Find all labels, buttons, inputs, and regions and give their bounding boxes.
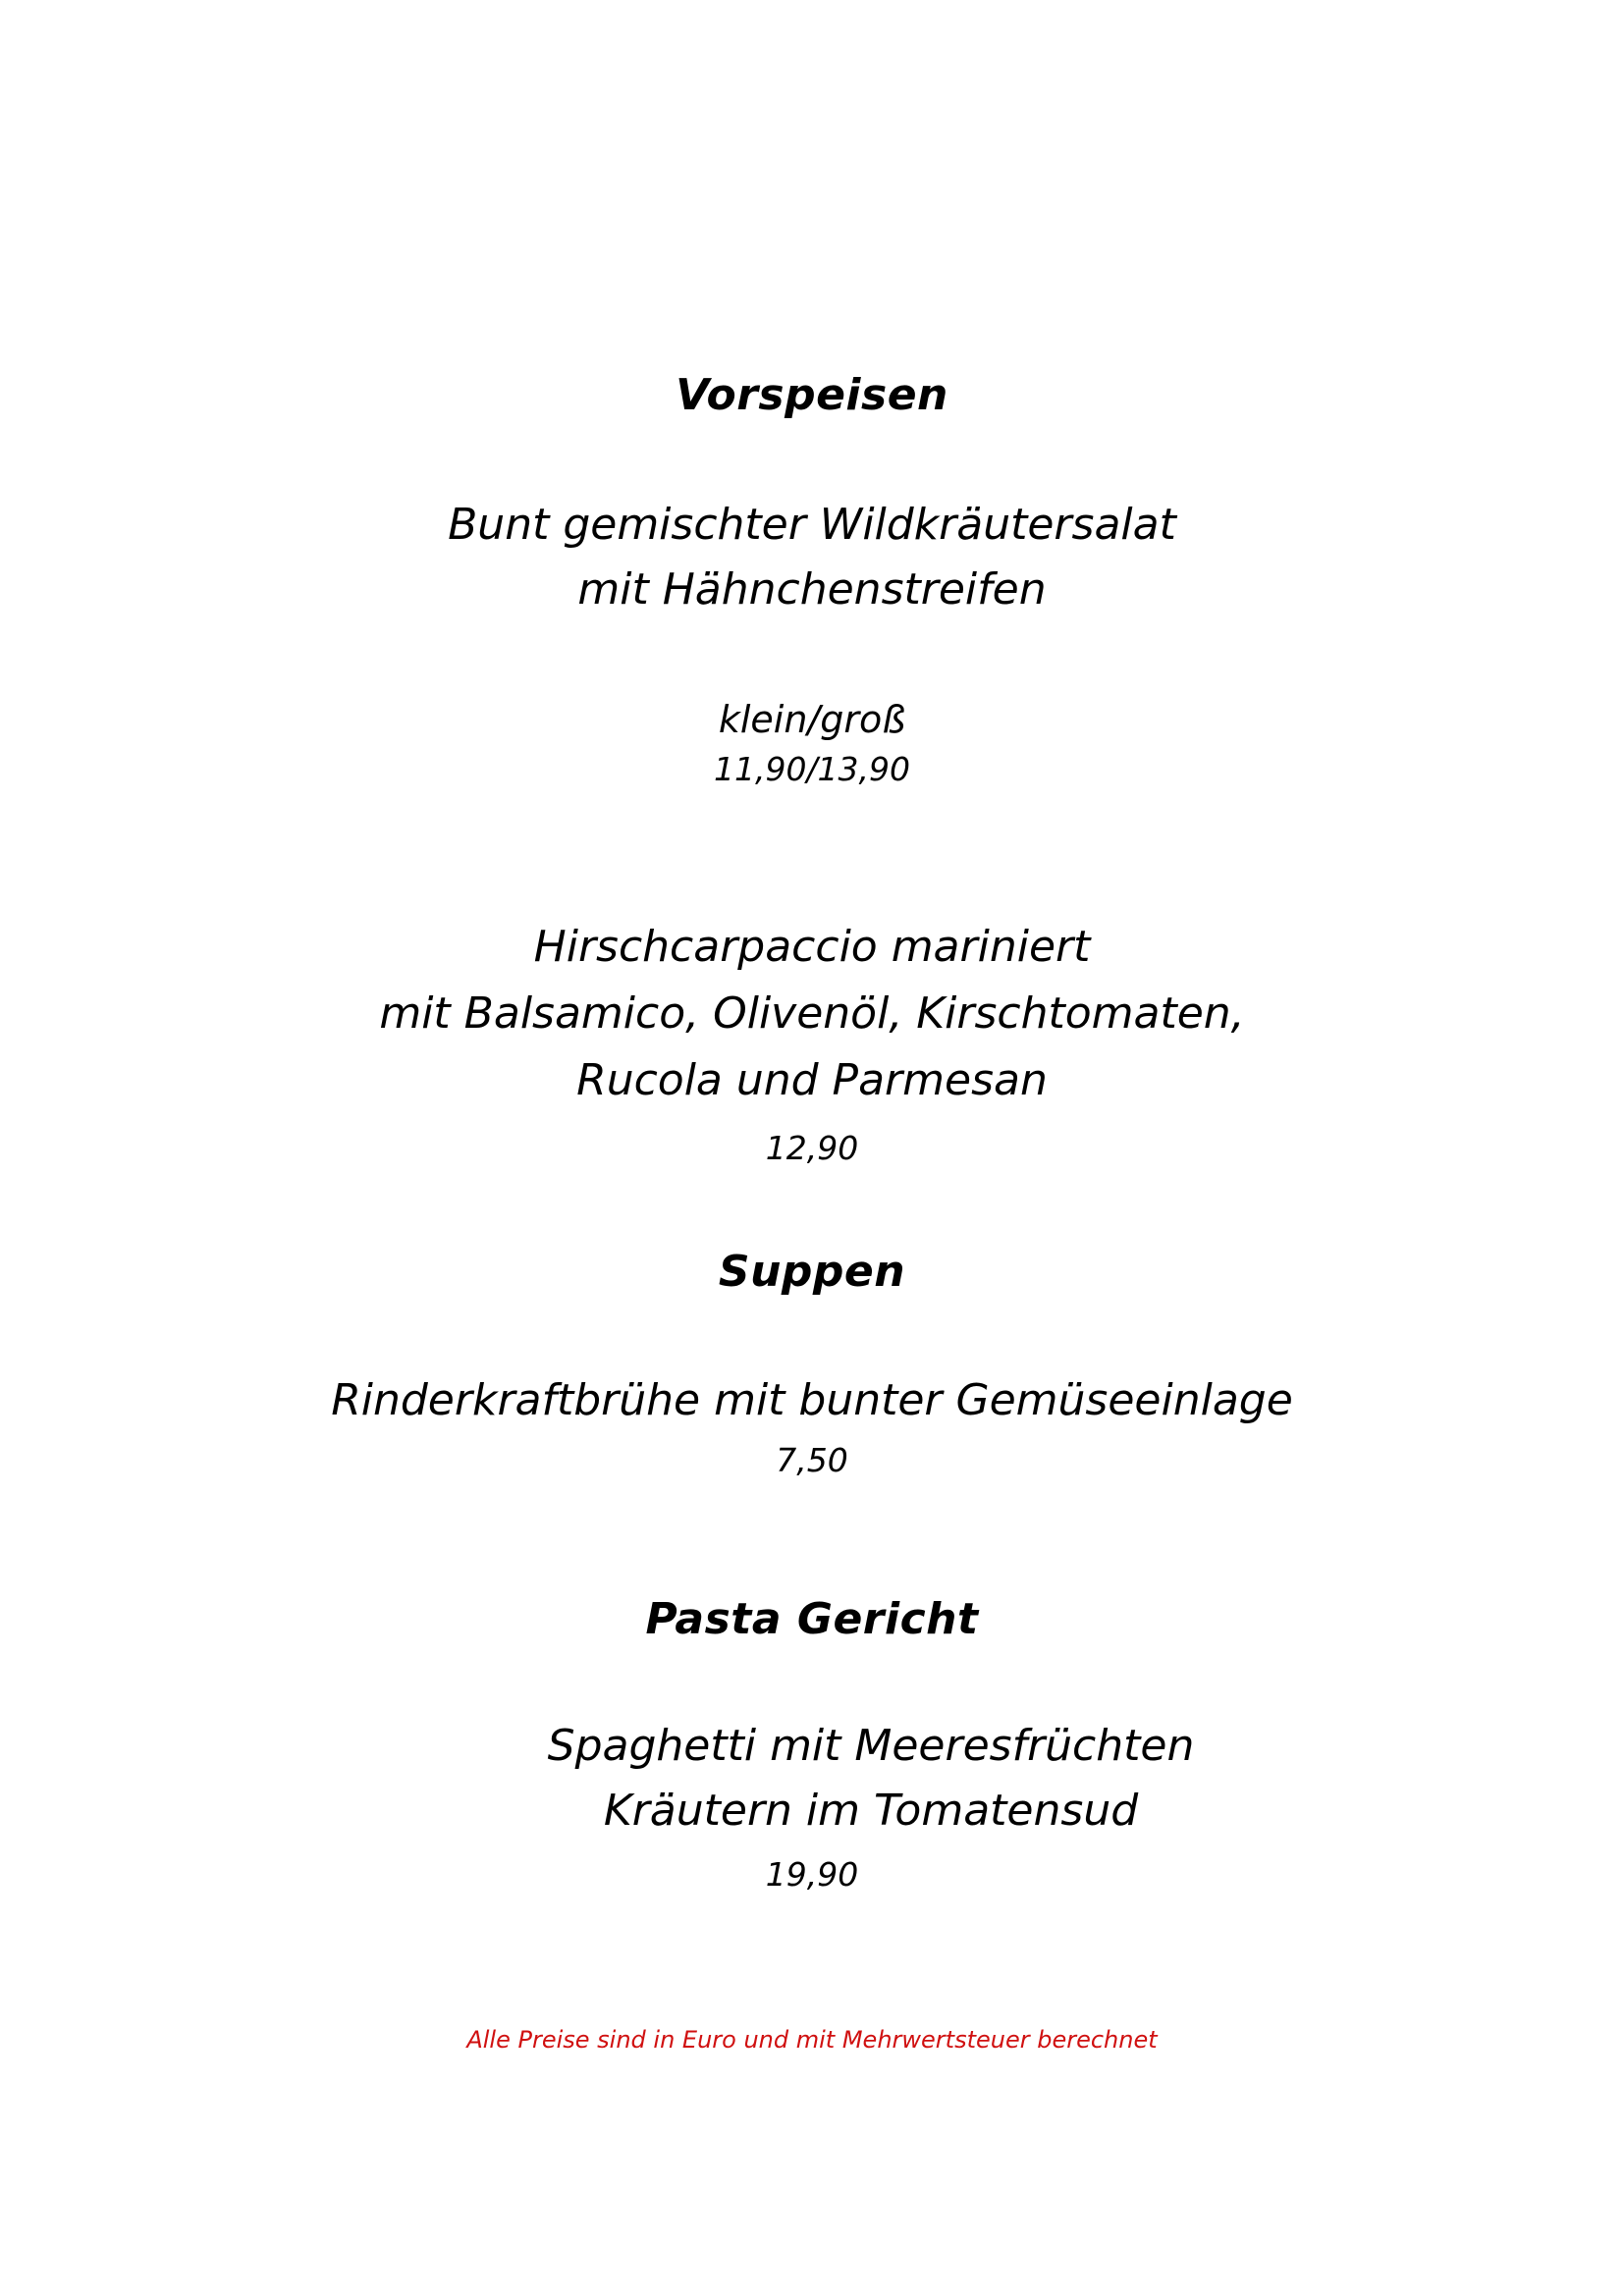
section-title-suppen: Suppen <box>718 1247 906 1297</box>
dish-soup-line-1: Rinderkraftbrühe mit bunter Gemüseeinlage <box>331 1375 1293 1425</box>
dish-pasta-line-1: Spaghetti mit Meeresfrüchten <box>547 1721 1195 1771</box>
dish-carpaccio-line-3: Rucola und Parmesan <box>576 1055 1048 1105</box>
section-title-pasta: Pasta Gericht <box>645 1594 979 1644</box>
dish-pasta-price: 19,90 <box>765 1855 859 1894</box>
dish-salad-line-2: mit Hähnchenstreifen <box>577 564 1047 614</box>
section-title-vorspeisen: Vorspeisen <box>676 370 948 420</box>
dish-salad-size-label: klein/groß <box>718 698 906 741</box>
dish-pasta-line-2: Kräutern im Tomatensud <box>603 1786 1139 1836</box>
dish-carpaccio-line-1: Hirschcarpaccio mariniert <box>533 922 1091 972</box>
dish-salad-line-1: Bunt gemischter Wildkräutersalat <box>448 500 1176 550</box>
dish-salad-price: 11,90/13,90 <box>713 750 911 788</box>
dish-soup-price: 7,50 <box>776 1441 848 1479</box>
dish-carpaccio-line-2: mit Balsamico, Olivenöl, Kirschtomaten, <box>379 988 1245 1039</box>
dish-carpaccio-price: 12,90 <box>765 1129 859 1167</box>
price-note: Alle Preise sind in Euro und mit Mehrwertsteuer berechnet <box>466 2026 1158 2054</box>
